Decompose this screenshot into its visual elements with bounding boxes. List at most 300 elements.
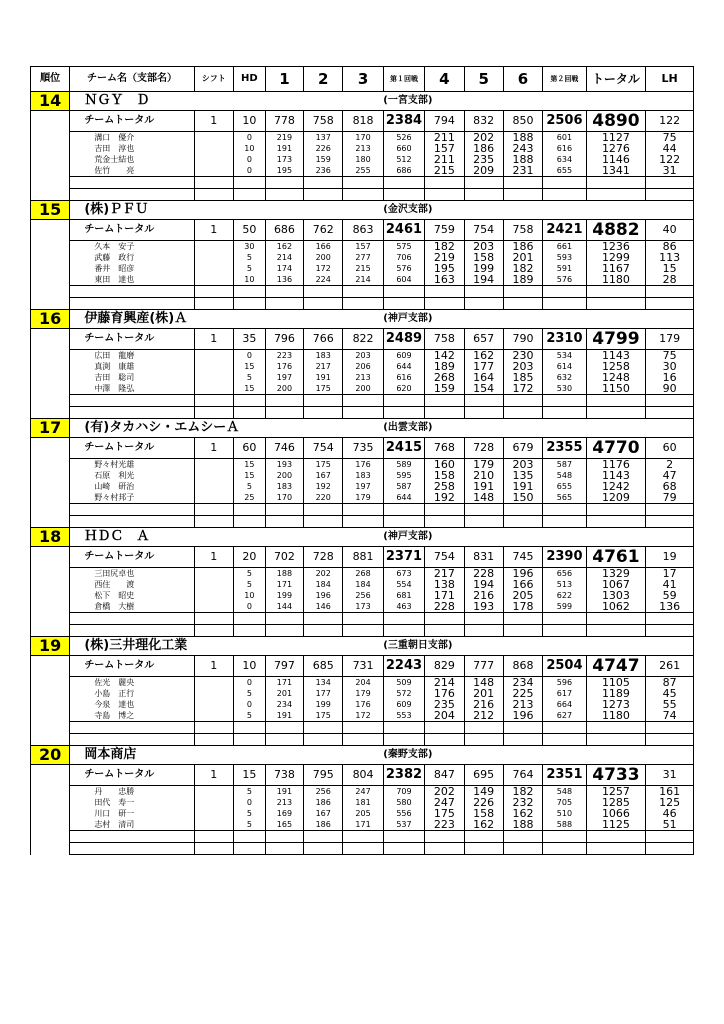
player-g4: 211	[425, 154, 464, 165]
player-name: 石原 利光	[70, 470, 194, 481]
team-total-lh: 261	[646, 656, 694, 677]
player-g6: 225	[503, 688, 542, 699]
player-g5: 226	[464, 797, 503, 808]
team-total-g3: 822	[343, 329, 383, 350]
team-name: (株)ＰＦＵ	[70, 201, 383, 220]
player-g5: 194	[464, 579, 503, 590]
player-name: 山崎 研治	[70, 481, 194, 492]
player-name: 小島 正行	[70, 688, 194, 699]
player-g1: 219	[265, 132, 303, 144]
team-total-g3: 818	[343, 111, 383, 132]
player-shift	[194, 154, 233, 165]
blank-cell	[503, 286, 542, 298]
rank-spacer	[31, 470, 70, 481]
player-total: 1127	[586, 132, 646, 144]
blank-cell	[425, 286, 464, 298]
team-header-filler	[543, 637, 694, 656]
team-header-row	[31, 201, 694, 220]
player-hd: 5	[233, 481, 265, 492]
team-branch: (一宮支部)	[383, 92, 542, 111]
player-hd: 15	[233, 459, 265, 471]
blank-cell	[383, 395, 424, 407]
blank-row	[31, 286, 694, 298]
player-s1: 673	[383, 568, 424, 580]
player-lh: 51	[646, 819, 694, 831]
team-total-shift: 1	[194, 438, 233, 459]
player-lh: 47	[646, 470, 694, 481]
blank-cell	[31, 516, 70, 528]
player-g3: 256	[343, 590, 383, 601]
player-shift	[194, 699, 233, 710]
blank-cell	[343, 831, 383, 843]
team-total-label: チームトータル	[70, 438, 194, 459]
player-s1: 595	[383, 470, 424, 481]
player-s1: 463	[383, 601, 424, 613]
blank-cell	[233, 395, 265, 407]
blank-cell	[503, 843, 542, 855]
player-name: 番井 昭彦	[70, 263, 194, 274]
player-g6: 162	[503, 808, 542, 819]
team-total-g6: 679	[503, 438, 542, 459]
player-g5: 158	[464, 252, 503, 263]
player-s2: 565	[543, 492, 587, 504]
blank-cell	[586, 613, 646, 625]
player-shift	[194, 165, 233, 177]
rank-spacer	[31, 547, 70, 568]
blank-cell	[383, 504, 424, 516]
player-g3: 179	[343, 688, 383, 699]
blank-cell	[70, 843, 194, 855]
player-g5: 212	[464, 710, 503, 722]
player-g5: 164	[464, 372, 503, 383]
blank-cell	[265, 286, 303, 298]
team-total-label: チームトータル	[70, 547, 194, 568]
player-g5: 193	[464, 601, 503, 613]
player-row	[31, 819, 694, 831]
player-s2: 661	[543, 241, 587, 253]
player-g6: 196	[503, 568, 542, 580]
blank-cell	[503, 395, 542, 407]
rank-spacer	[31, 111, 70, 132]
player-g5: 216	[464, 590, 503, 601]
team-total-hd: 35	[233, 329, 265, 350]
player-g6: 203	[503, 361, 542, 372]
player-s2: 534	[543, 350, 587, 362]
player-s1: 604	[383, 274, 424, 286]
blank-cell	[586, 395, 646, 407]
player-shift	[194, 492, 233, 504]
blank-cell	[31, 286, 70, 298]
player-g1: 171	[265, 677, 303, 689]
blank-cell	[265, 189, 303, 201]
team-total-g3: 881	[343, 547, 383, 568]
team-rank: 20	[31, 746, 70, 765]
blank-cell	[194, 177, 233, 189]
team-total-g5: 728	[464, 438, 503, 459]
blank-cell	[425, 407, 464, 419]
player-hd: 15	[233, 383, 265, 395]
team-header-row	[31, 419, 694, 438]
player-g2: 167	[304, 470, 343, 481]
player-row	[31, 383, 694, 395]
player-name: 佐竹 亮	[70, 165, 194, 177]
player-shift	[194, 241, 233, 253]
team-total-g5: 832	[464, 111, 503, 132]
blank-cell	[503, 298, 542, 310]
rank-spacer	[31, 765, 70, 786]
player-total: 1176	[586, 459, 646, 471]
blank-row	[31, 625, 694, 637]
team-header-filler	[543, 201, 694, 220]
player-hd: 5	[233, 372, 265, 383]
blank-cell	[646, 516, 694, 528]
rank-spacer	[31, 590, 70, 601]
player-g4: 158	[425, 470, 464, 481]
blank-cell	[265, 722, 303, 734]
team-branch: (金沢支部)	[383, 201, 542, 220]
player-row	[31, 470, 694, 481]
player-lh: 41	[646, 579, 694, 590]
player-row	[31, 241, 694, 253]
player-shift	[194, 350, 233, 362]
blank-cell	[31, 177, 70, 189]
rank-spacer	[31, 274, 70, 286]
player-g3: 179	[343, 492, 383, 504]
player-shift	[194, 143, 233, 154]
blank-cell	[543, 177, 587, 189]
blank-cell	[425, 504, 464, 516]
blank-cell	[646, 722, 694, 734]
player-lh: 161	[646, 786, 694, 798]
blank-cell	[265, 504, 303, 516]
blank-cell	[503, 189, 542, 201]
team-total-s1: 2243	[383, 656, 424, 677]
team-total-lh: 19	[646, 547, 694, 568]
player-row	[31, 677, 694, 689]
team-total-s1: 2371	[383, 547, 424, 568]
player-g4: 195	[425, 263, 464, 274]
player-s1: 554	[383, 579, 424, 590]
player-name: 川口 研一	[70, 808, 194, 819]
blank-cell	[464, 286, 503, 298]
player-name: 寺島 博之	[70, 710, 194, 722]
player-s2: 655	[543, 481, 587, 492]
header-game-3: 3	[343, 67, 383, 92]
player-s1: 686	[383, 165, 424, 177]
rank-spacer	[31, 656, 70, 677]
team-rank: 15	[31, 201, 70, 220]
blank-cell	[543, 395, 587, 407]
player-g2: 186	[304, 797, 343, 808]
blank-cell	[343, 298, 383, 310]
blank-cell	[586, 516, 646, 528]
blank-cell	[543, 286, 587, 298]
player-s1: 660	[383, 143, 424, 154]
player-shift	[194, 252, 233, 263]
player-g2: 199	[304, 699, 343, 710]
player-g1: 201	[265, 688, 303, 699]
blank-row	[31, 831, 694, 843]
blank-cell	[383, 722, 424, 734]
rank-spacer	[31, 797, 70, 808]
player-g1: 174	[265, 263, 303, 274]
rank-spacer	[31, 710, 70, 722]
player-s1: 576	[383, 263, 424, 274]
player-row	[31, 590, 694, 601]
team-total-s2: 2390	[543, 547, 587, 568]
player-hd: 30	[233, 241, 265, 253]
team-total-g2: 762	[304, 220, 343, 241]
player-s2: 655	[543, 165, 587, 177]
blank-cell	[464, 298, 503, 310]
player-shift	[194, 568, 233, 580]
player-hd: 0	[233, 132, 265, 144]
team-total-row	[31, 765, 694, 786]
header-total: トータル	[586, 67, 646, 92]
player-hd: 5	[233, 710, 265, 722]
player-row	[31, 481, 694, 492]
player-total: 1299	[586, 252, 646, 263]
blank-cell	[646, 286, 694, 298]
player-s2: 627	[543, 710, 587, 722]
player-g3: 176	[343, 699, 383, 710]
header-round-2: 第２回戦	[543, 67, 587, 92]
player-s2: 634	[543, 154, 587, 165]
blank-cell	[70, 407, 194, 419]
blank-cell	[194, 843, 233, 855]
blank-cell	[265, 516, 303, 528]
player-g6: 203	[503, 459, 542, 471]
player-shift	[194, 688, 233, 699]
team-rank: 19	[31, 637, 70, 656]
player-g5: 186	[464, 143, 503, 154]
team-total-label: チームトータル	[70, 111, 194, 132]
player-row	[31, 252, 694, 263]
blank-cell	[233, 843, 265, 855]
player-s1: 709	[383, 786, 424, 798]
blank-cell	[503, 516, 542, 528]
blank-cell	[343, 722, 383, 734]
header-game-1: 1	[265, 67, 303, 92]
player-hd: 5	[233, 808, 265, 819]
player-s2: 656	[543, 568, 587, 580]
team-total-hd: 20	[233, 547, 265, 568]
player-g2: 220	[304, 492, 343, 504]
player-s1: 553	[383, 710, 424, 722]
blank-cell	[304, 189, 343, 201]
blank-cell	[194, 831, 233, 843]
blank-cell	[543, 734, 587, 746]
player-s1: 526	[383, 132, 424, 144]
player-s2: 632	[543, 372, 587, 383]
player-s1: 556	[383, 808, 424, 819]
player-g6: 191	[503, 481, 542, 492]
player-s1: 609	[383, 699, 424, 710]
blank-row	[31, 395, 694, 407]
team-total-g4: 794	[425, 111, 464, 132]
team-total-lh: 179	[646, 329, 694, 350]
player-row	[31, 274, 694, 286]
blank-cell	[343, 504, 383, 516]
player-g1: 165	[265, 819, 303, 831]
player-s2: 601	[543, 132, 587, 144]
player-g3: 176	[343, 459, 383, 471]
player-s2: 548	[543, 470, 587, 481]
player-g2: 256	[304, 786, 343, 798]
player-s2: 593	[543, 252, 587, 263]
blank-cell	[70, 613, 194, 625]
blank-cell	[464, 613, 503, 625]
player-g6: 196	[503, 710, 542, 722]
player-s2: 599	[543, 601, 587, 613]
player-s1: 512	[383, 154, 424, 165]
header-shift: シフト	[194, 67, 233, 92]
blank-cell	[31, 722, 70, 734]
blank-cell	[343, 395, 383, 407]
rank-spacer	[31, 819, 70, 831]
player-s1: 706	[383, 252, 424, 263]
player-g2: 196	[304, 590, 343, 601]
blank-cell	[343, 407, 383, 419]
blank-cell	[425, 843, 464, 855]
player-row	[31, 372, 694, 383]
player-g2: 183	[304, 350, 343, 362]
team-total-hd: 15	[233, 765, 265, 786]
team-header-filler	[543, 92, 694, 111]
player-g6: 232	[503, 797, 542, 808]
blank-cell	[265, 407, 303, 419]
header-lh: LH	[646, 67, 694, 92]
blank-cell	[503, 722, 542, 734]
player-s2: 614	[543, 361, 587, 372]
player-name: 吉田 淳也	[70, 143, 194, 154]
team-branch: (秦野支部)	[383, 746, 542, 765]
player-shift	[194, 361, 233, 372]
team-total-g5: 754	[464, 220, 503, 241]
blank-cell	[343, 613, 383, 625]
blank-cell	[233, 625, 265, 637]
player-hd: 0	[233, 154, 265, 165]
blank-cell	[233, 831, 265, 843]
blank-cell	[194, 625, 233, 637]
player-hd: 0	[233, 677, 265, 689]
rank-spacer	[31, 372, 70, 383]
player-g4: 258	[425, 481, 464, 492]
blank-cell	[70, 625, 194, 637]
team-total-s1: 2415	[383, 438, 424, 459]
team-total-shift: 1	[194, 547, 233, 568]
blank-cell	[265, 734, 303, 746]
blank-cell	[31, 504, 70, 516]
player-lh: 44	[646, 143, 694, 154]
player-s2: 591	[543, 263, 587, 274]
blank-cell	[646, 843, 694, 855]
player-g2: 226	[304, 143, 343, 154]
player-hd: 5	[233, 688, 265, 699]
player-g3: 214	[343, 274, 383, 286]
player-s1: 587	[383, 481, 424, 492]
blank-cell	[70, 298, 194, 310]
player-name: 志村 清司	[70, 819, 194, 831]
player-g6: 188	[503, 819, 542, 831]
player-name: 倉橋 大樹	[70, 601, 194, 613]
team-total-g1: 797	[265, 656, 303, 677]
team-total-g2: 766	[304, 329, 343, 350]
team-header-row	[31, 746, 694, 765]
player-hd: 5	[233, 579, 265, 590]
blank-cell	[503, 613, 542, 625]
blank-cell	[304, 286, 343, 298]
team-total-hd: 60	[233, 438, 265, 459]
player-lh: 31	[646, 165, 694, 177]
player-g2: 186	[304, 819, 343, 831]
player-lh: 74	[646, 710, 694, 722]
player-g2: 134	[304, 677, 343, 689]
player-g5: 148	[464, 492, 503, 504]
blank-cell	[464, 843, 503, 855]
team-header-row	[31, 310, 694, 329]
player-s1: 620	[383, 383, 424, 395]
player-row	[31, 350, 694, 362]
player-s2: 596	[543, 677, 587, 689]
player-g4: 189	[425, 361, 464, 372]
player-shift	[194, 590, 233, 601]
team-total-row	[31, 438, 694, 459]
blank-cell	[586, 722, 646, 734]
player-hd: 15	[233, 361, 265, 372]
player-lh: 2	[646, 459, 694, 471]
blank-cell	[304, 831, 343, 843]
player-lh: 46	[646, 808, 694, 819]
blank-cell	[646, 177, 694, 189]
player-name: 野々村邦子	[70, 492, 194, 504]
player-g3: 170	[343, 132, 383, 144]
player-g5: 179	[464, 459, 503, 471]
blank-cell	[425, 625, 464, 637]
player-s1: 589	[383, 459, 424, 471]
blank-cell	[425, 189, 464, 201]
player-g1: 169	[265, 808, 303, 819]
blank-cell	[70, 831, 194, 843]
player-total: 1236	[586, 241, 646, 253]
blank-cell	[425, 734, 464, 746]
player-g1: 191	[265, 786, 303, 798]
player-hd: 10	[233, 274, 265, 286]
player-s1: 509	[383, 677, 424, 689]
team-header-row	[31, 92, 694, 111]
team-total-g6: 850	[503, 111, 542, 132]
blank-cell	[304, 722, 343, 734]
blank-cell	[383, 177, 424, 189]
blank-cell	[464, 395, 503, 407]
blank-cell	[383, 516, 424, 528]
blank-cell	[304, 734, 343, 746]
player-hd: 5	[233, 252, 265, 263]
blank-cell	[343, 189, 383, 201]
blank-cell	[503, 734, 542, 746]
blank-cell	[233, 407, 265, 419]
rank-spacer	[31, 601, 70, 613]
header-team: チーム名（支部名）	[70, 67, 194, 92]
blank-cell	[233, 504, 265, 516]
player-g1: 136	[265, 274, 303, 286]
player-shift	[194, 459, 233, 471]
player-g6: 189	[503, 274, 542, 286]
player-g5: 194	[464, 274, 503, 286]
blank-cell	[343, 177, 383, 189]
player-total: 1189	[586, 688, 646, 699]
player-g5: 191	[464, 481, 503, 492]
